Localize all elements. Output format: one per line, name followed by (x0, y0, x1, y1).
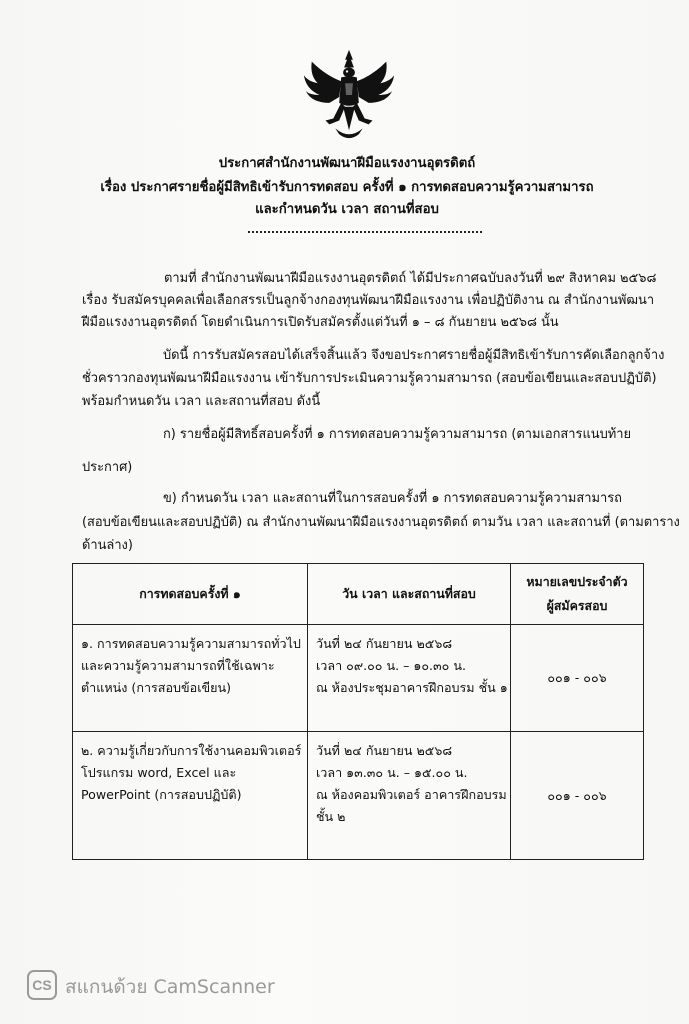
para1-line2: เรื่อง รับสมัครบุคคลเพื่อเลือกสรรเป็นลูกจ้างกองทุนพัฒนาฝีมือแรงงาน เพื่อปฏิบัติงาน ณ สำนักงานพัฒนา (82, 293, 655, 308)
table-header-row (73, 564, 644, 625)
row1-test-line2: และความรู้ความสามารถที่ใช้เฉพาะ (81, 658, 275, 673)
item-a-line1: ก) รายชื่อผู้มีสิทธิ์สอบครั้งที่ ๑ การทดสอบความรู้ความสามารถ (ตามเอกสารแนบท้าย (163, 427, 632, 442)
table-row (73, 625, 644, 732)
header-ids (511, 564, 644, 625)
table-row (73, 732, 644, 860)
row1-ids: ๐๐๑ - ๐๐๖ (511, 625, 644, 732)
header-schedule: วัน เวลา และสถานที่สอบ (308, 564, 511, 625)
garuda-emblem-icon (300, 46, 398, 144)
announcement-subject-cont: และกำหนดวัน เวลา สถานที่สอบ (255, 202, 439, 217)
camscanner-watermark (23, 968, 343, 1004)
row1-test-line1: ๑. การทดสอบความรู้ความสามารถทั่วไป (81, 636, 301, 651)
exam-schedule-table (72, 563, 644, 860)
header-test: การทดสอบครั้งที่ ๑ (73, 564, 308, 625)
para2-line3: พร้อมกำหนดวัน เวลา และสถานที่สอบ ดังนี้ (82, 394, 321, 409)
row1-date: วันที่ ๒๔ กันยายน ๒๕๖๘ (316, 636, 453, 651)
row2-place: ณ ห้องคอมพิวเตอร์ อาคารฝึกอบรม (316, 787, 507, 802)
row2-test-line2: โปรแกรม word, Excel และ (81, 765, 237, 780)
item-b-line1: ข) กำหนดวัน เวลา และสถานที่ในการสอบครั้งที่ ๑ การทดสอบความรู้ความสามารถ (163, 491, 622, 506)
camscanner-text: สแกนด้วย CamScanner (65, 976, 275, 998)
item-b-line3: ด้านล่าง) (82, 538, 133, 553)
row2-date: วันที่ ๒๔ กันยายน ๒๕๖๘ (316, 743, 453, 758)
row1-test-line3: ตำแหน่ง (การสอบข้อเขียน) (81, 680, 232, 695)
row2-ids: ๐๐๑ - ๐๐๖ (511, 732, 644, 860)
row1-time: เวลา ๐๙.๐๐ น. – ๑๐.๓๐ น. (316, 658, 466, 673)
item-b-line2: (สอบข้อเขียนและสอบปฏิบัติ) ณ สำนักงานพัฒนาฝีมือแรงงานอุตรดิตถ์ ตามวัน เวลา และสถานที่ (ตามตาราง (82, 515, 680, 530)
announcement-subject: เรื่อง ประกาศรายชื่อผู้มีสิทธิเข้ารับการทดสอบ ครั้งที่ ๑ การทดสอบความรู้ความสามารถ (100, 180, 594, 195)
row2-test-line1: ๒. ความรู้เกี่ยวกับการใช้งานคอมพิวเตอร์ (81, 743, 302, 758)
para2-line2: ชั่วคราวกองทุนพัฒนาฝีมือแรงงาน เข้ารับการประเมินความรู้ความสามารถ (สอบข้อเขียนและสอบปฏิบัติ) (82, 371, 657, 386)
row1-schedule (308, 625, 511, 732)
row2-schedule (308, 732, 511, 860)
item-a-line2: ประกาศ) (82, 460, 133, 475)
header-ids-line1: หมายเลขประจำตัว (526, 574, 628, 589)
row1-test (73, 625, 308, 732)
camscanner-logo-icon: CS (27, 970, 57, 1000)
row2-test-line3: PowerPoint (การสอบปฏิบัติ) (81, 787, 242, 802)
row2-test (73, 732, 308, 860)
header-ids-line2: ผู้สมัครสอบ (546, 598, 608, 613)
para1-line3: ฝีมือแรงงานอุตรดิตถ์ โดยดำเนินการเปิดรับสมัครตั้งแต่วันที่ ๑ – ๘ กันยายน ๒๕๖๘ นั้น (82, 315, 559, 330)
row1-place: ณ ห้องประชุมอาคารฝึกอบรม ชั้น ๑ (316, 680, 508, 695)
para2-line1: บัดนี้ การรับสมัครสอบได้เสร็จสิ้นแล้ว จึงขอประกาศรายชื่อผู้มีสิทธิเข้ารับการคัดเลือกลูกจ้าง (163, 348, 665, 363)
row2-time: เวลา ๑๓.๓๐ น. – ๑๕.๐๐ น. (316, 765, 468, 780)
row2-place-floor: ชั้น ๒ (316, 809, 346, 824)
para1-line1: ตามที่ สำนักงานพัฒนาฝีมือแรงงานอุตรดิตถ์ ได้มีประกาศฉบับลงวันที่ ๒๙ สิงหาคม ๒๕๖๘ (164, 271, 657, 286)
dotted-divider (248, 231, 482, 233)
announcement-title: ประกาศสำนักงานพัฒนาฝีมือแรงงานอุตรดิตถ์ (218, 156, 476, 171)
